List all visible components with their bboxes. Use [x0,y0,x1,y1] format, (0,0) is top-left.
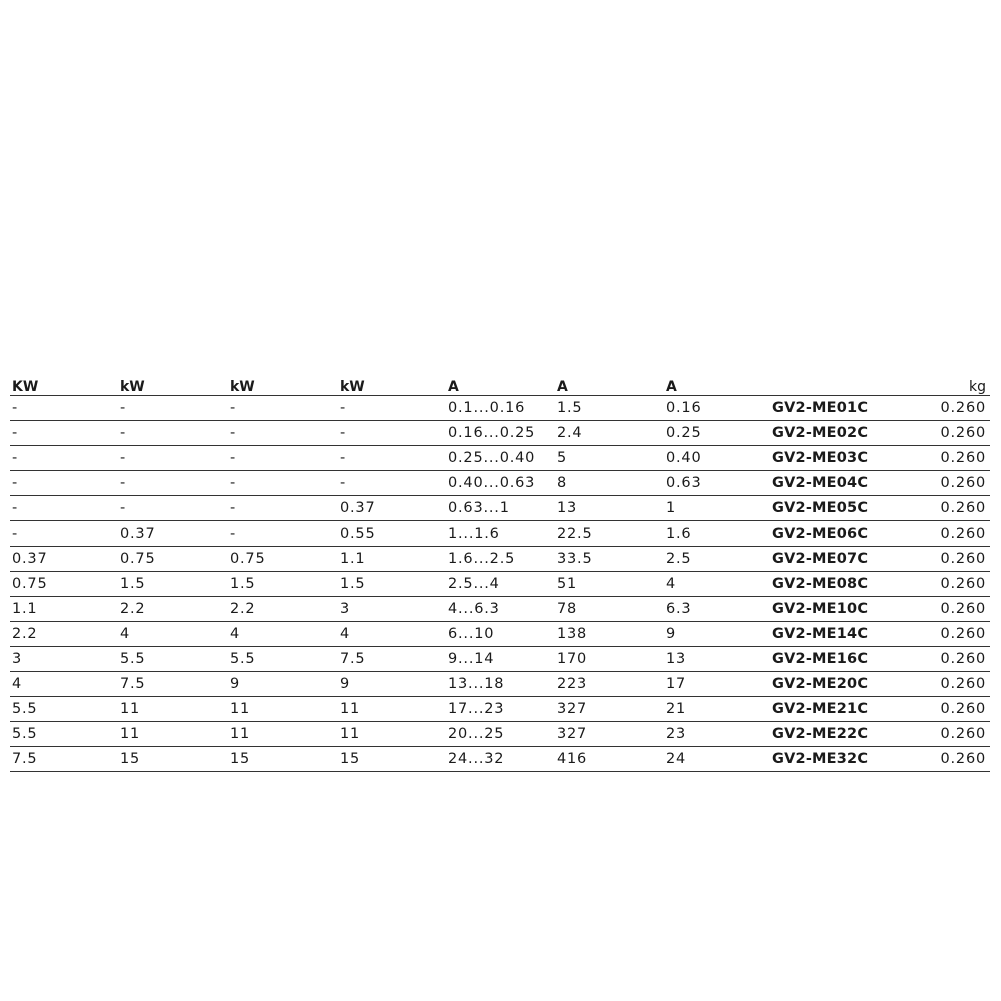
table-cell: 11 [118,722,228,747]
table-cell: 0.25...0.40 [446,446,555,471]
table-cell: 17 [664,672,770,697]
table-cell: 11 [338,722,446,747]
table-row [10,747,990,772]
table-body [10,396,990,772]
weight-cell: 0.260 [890,446,990,471]
table-row [10,421,990,446]
table-row [10,496,990,521]
table-cell: 0.40 [664,446,770,471]
table-cell: - [338,446,446,471]
table-cell: - [10,446,118,471]
table-cell: 33.5 [555,546,664,571]
product-reference-cell: GV2-ME05C [770,496,890,521]
table-cell: 0.75 [118,546,228,571]
table-cell: 4 [228,621,338,646]
table-cell: 24 [664,747,770,772]
table-row [10,722,990,747]
table-cell: - [118,396,228,421]
table-cell: - [118,421,228,446]
table-cell: 0.75 [10,571,118,596]
table-cell: 4 [10,672,118,697]
table-cell: 1.5 [118,571,228,596]
table-row [10,571,990,596]
table-cell: 24...32 [446,747,555,772]
table-row [10,697,990,722]
table-cell: 7.5 [338,646,446,671]
table-cell: 0.40...0.63 [446,471,555,496]
table-cell: - [118,446,228,471]
table-cell: - [338,421,446,446]
table-cell: 15 [118,747,228,772]
table-cell: 11 [228,697,338,722]
table-cell: - [10,496,118,521]
weight-cell: 0.260 [890,621,990,646]
table-row [10,672,990,697]
weight-cell: 0.260 [890,697,990,722]
product-reference-cell: GV2-ME32C [770,747,890,772]
table-cell: 6...10 [446,621,555,646]
table-cell: 0.25 [664,421,770,446]
unit-header-cell: A [555,369,664,396]
table-cell: 1.1 [10,596,118,621]
table-cell: 51 [555,571,664,596]
table-cell: 78 [555,596,664,621]
table-cell: - [10,471,118,496]
product-reference-cell: GV2-ME04C [770,471,890,496]
table-cell: 138 [555,621,664,646]
table-cell: - [10,396,118,421]
table-cell: 9 [228,672,338,697]
table-cell: 3 [10,646,118,671]
product-reference-cell: GV2-ME20C [770,672,890,697]
table-cell: - [118,471,228,496]
spec-table [10,369,990,772]
table-row [10,396,990,421]
table-cell: 9 [664,621,770,646]
table-cell: 1.5 [228,571,338,596]
table-cell: 21 [664,697,770,722]
weight-cell: 0.260 [890,596,990,621]
table-cell: - [228,471,338,496]
weight-cell: 0.260 [890,496,990,521]
weight-cell: 0.260 [890,471,990,496]
weight-cell: 0.260 [890,722,990,747]
table-cell: 15 [228,747,338,772]
table-cell: 4 [118,621,228,646]
unit-header-cell: kW [228,369,338,396]
table-cell: 223 [555,672,664,697]
table-row [10,446,990,471]
table-cell: - [10,521,118,546]
unit-header-cell: A [446,369,555,396]
table-cell: 170 [555,646,664,671]
table-cell: - [228,496,338,521]
table-cell: - [338,471,446,496]
table-cell: - [228,446,338,471]
unit-header-cell: A [664,369,770,396]
table-cell: 9...14 [446,646,555,671]
table-cell: 4 [664,571,770,596]
unit-header-row [10,369,990,396]
table-cell: - [10,421,118,446]
table-cell: - [228,396,338,421]
table-cell: 2.5 [664,546,770,571]
table-cell: 23 [664,722,770,747]
table-cell: 2.2 [10,621,118,646]
table-cell: 4...6.3 [446,596,555,621]
weight-cell: 0.260 [890,646,990,671]
table-cell: 0.75 [228,546,338,571]
table-cell: 0.55 [338,521,446,546]
unit-header-cell: kg [890,369,990,396]
table-cell: 5.5 [10,722,118,747]
weight-cell: 0.260 [890,396,990,421]
product-reference-cell: GV2-ME22C [770,722,890,747]
product-reference-cell: GV2-ME16C [770,646,890,671]
table-cell: 2.2 [118,596,228,621]
weight-cell: 0.260 [890,747,990,772]
table-cell: 1.5 [338,571,446,596]
table-cell: 1 [664,496,770,521]
table-cell: 5.5 [118,646,228,671]
table-cell: 327 [555,697,664,722]
table-cell: 6.3 [664,596,770,621]
unit-header-cell: kW [338,369,446,396]
product-reference-cell: GV2-ME03C [770,446,890,471]
table-cell: 0.37 [118,521,228,546]
table-cell: 8 [555,471,664,496]
table-cell: 11 [228,722,338,747]
table-cell: 0.37 [10,546,118,571]
table-row [10,621,990,646]
table-cell: 13 [555,496,664,521]
table-cell: 5.5 [228,646,338,671]
product-reference-cell: GV2-ME21C [770,697,890,722]
table-cell: 0.16...0.25 [446,421,555,446]
table-cell: 2.4 [555,421,664,446]
table-cell: 1.6 [664,521,770,546]
table-cell: 11 [118,697,228,722]
table-row [10,471,990,496]
table-cell: 3 [338,596,446,621]
table-cell: 0.63...1 [446,496,555,521]
table-cell: 11 [338,697,446,722]
table-cell: 15 [338,747,446,772]
product-reference-cell: GV2-ME14C [770,621,890,646]
table-cell: 2.2 [228,596,338,621]
product-reference-cell: GV2-ME06C [770,521,890,546]
table-cell: 327 [555,722,664,747]
weight-cell: 0.260 [890,421,990,446]
table-row [10,596,990,621]
weight-cell: 0.260 [890,546,990,571]
weight-cell: 0.260 [890,521,990,546]
table-cell: 5.5 [10,697,118,722]
table-cell: 7.5 [10,747,118,772]
table-cell: - [228,421,338,446]
product-reference-cell: GV2-ME07C [770,546,890,571]
table-row [10,646,990,671]
product-reference-cell: GV2-ME01C [770,396,890,421]
table-cell: 0.63 [664,471,770,496]
table-cell: 416 [555,747,664,772]
table-cell: 0.1...0.16 [446,396,555,421]
table-cell: - [228,521,338,546]
product-reference-cell: GV2-ME08C [770,571,890,596]
table-row [10,521,990,546]
unit-header-cell: KW [10,369,118,396]
table-cell: 2.5...4 [446,571,555,596]
table-cell: 1.5 [555,396,664,421]
table-cell: 1.6...2.5 [446,546,555,571]
weight-cell: 0.260 [890,672,990,697]
weight-cell: 0.260 [890,571,990,596]
unit-header-cell [770,369,890,396]
product-reference-cell: GV2-ME02C [770,421,890,446]
table-row [10,546,990,571]
table-cell: 20...25 [446,722,555,747]
table-cell: 0.37 [338,496,446,521]
table-cell: 1...1.6 [446,521,555,546]
unit-header-cell: kW [118,369,228,396]
table-cell: 9 [338,672,446,697]
table-cell: 13...18 [446,672,555,697]
table-cell: 22.5 [555,521,664,546]
table-cell: 1.1 [338,546,446,571]
table-cell: 7.5 [118,672,228,697]
table-cell: - [118,496,228,521]
table-cell: 17...23 [446,697,555,722]
product-reference-cell: GV2-ME10C [770,596,890,621]
table-cell: 5 [555,446,664,471]
table-cell: 13 [664,646,770,671]
table-cell: 4 [338,621,446,646]
table-cell: - [338,396,446,421]
table-cell: 0.16 [664,396,770,421]
